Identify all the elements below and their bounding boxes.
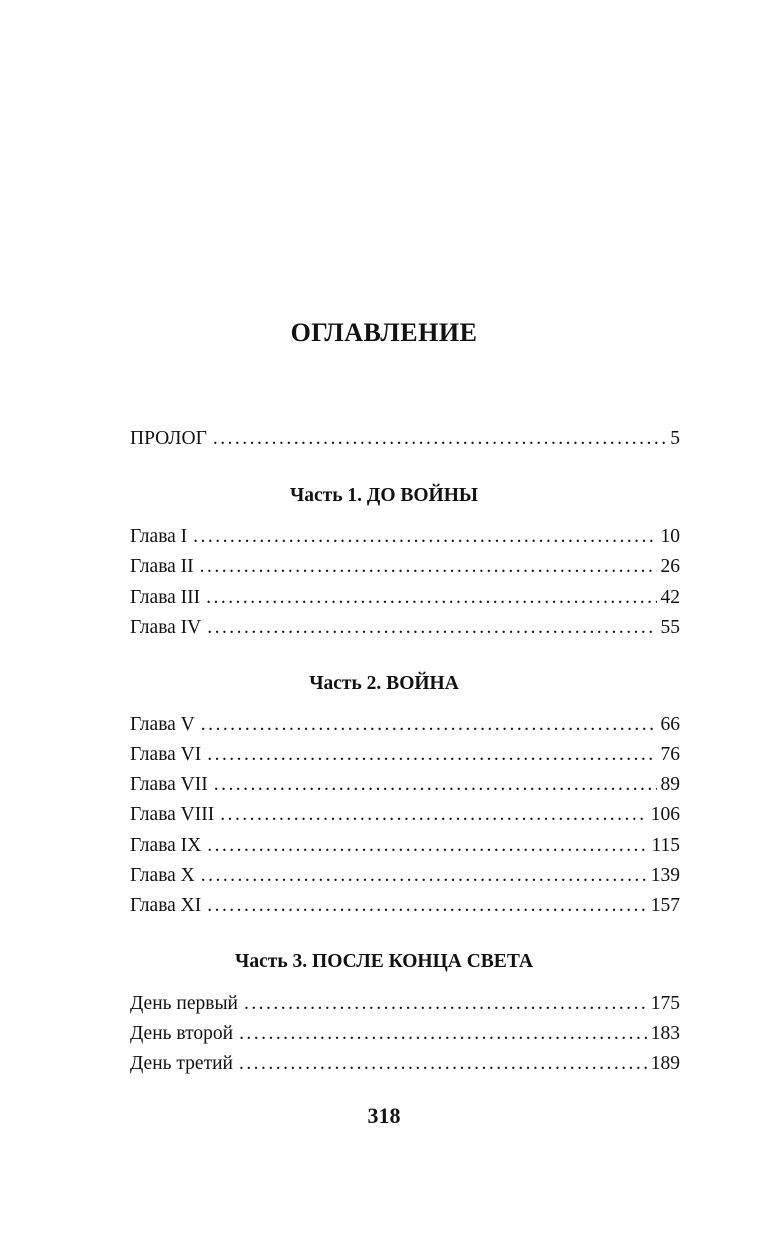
toc-entry-label: Глава IV [130,617,202,638]
toc-entry-label: Глава VI [130,744,202,765]
toc-entry-page: 139 [650,865,680,886]
toc-entry[interactable] [130,583,680,613]
toc-entry[interactable] [130,740,680,770]
toc-entry-label: Глава VII [130,774,208,795]
toc-entry-page: 26 [660,556,680,577]
toc-entry[interactable] [130,770,680,800]
toc-entry[interactable] [130,1049,680,1079]
toc-entry-page: 183 [650,1023,680,1044]
toc-entry-page: 76 [660,744,680,765]
toc-entry-page: 89 [660,774,680,795]
toc-entry-page: 115 [651,835,680,856]
toc-entry-label: Глава V [130,714,195,735]
toc-entry[interactable] [130,522,680,552]
toc-entry[interactable] [130,989,680,1019]
leader-dots [207,613,656,643]
toc-entry-label: Глава X [130,865,195,886]
leader-dots [239,1049,647,1079]
toc-entry[interactable] [130,891,680,921]
part-heading-2: Часть 2. ВОЙНА [309,673,459,694]
leader-dots [207,740,656,770]
toc-entry[interactable] [130,800,680,830]
part-heading-3: Часть 3. ПОСЛЕ КОНЦА СВЕТА [235,951,533,972]
toc-entry-label: День первый [130,993,238,1014]
toc-entry-page: 106 [650,804,680,825]
toc-entry-label: Глава IX [130,835,202,856]
leader-dots [206,583,656,613]
toc-entry[interactable] [130,861,680,891]
toc-entry[interactable] [130,1019,680,1049]
toc-entry-label: День третий [130,1053,233,1074]
leader-dots [207,891,647,921]
toc-entry-page: 157 [650,895,680,916]
leader-dots [220,800,647,830]
toc-entry-label: ПРОЛОГ [130,428,207,449]
leader-dots [214,770,657,800]
toc-entry-page: 189 [650,1053,680,1074]
toc-entry[interactable] [130,831,680,861]
toc-entry[interactable] [130,710,680,740]
toc-entry-label: Глава III [130,587,201,608]
toc-entry-label: Глава II [130,556,194,577]
leader-dots [193,522,656,552]
toc-entry-prologue[interactable] [130,424,680,454]
toc-entry-page: 175 [650,993,680,1014]
toc-entry-page: 10 [660,526,680,547]
leader-dots [213,424,666,454]
toc-entry-page: 5 [670,428,680,449]
leader-dots [200,552,657,582]
leader-dots [244,989,647,1019]
leader-dots [207,831,647,861]
toc-entry-label: Глава VIII [130,804,215,825]
toc-entry-page: 42 [660,587,680,608]
toc-entry-page: 55 [660,617,680,638]
toc-entry[interactable] [130,613,680,643]
leader-dots [239,1019,647,1049]
leader-dots [201,710,657,740]
toc-entry-label: Глава XI [130,895,202,916]
page-number: 318 [367,1103,401,1128]
toc-entry[interactable] [130,552,680,582]
part-heading-1: Часть 1. ДО ВОЙНЫ [289,485,479,506]
page-title: ОГЛАВЛЕНИЕ [290,318,478,347]
toc-entry-label: Глава I [130,526,188,547]
toc-entry-page: 66 [660,714,680,735]
toc-entry-label: День второй [130,1023,234,1044]
leader-dots [201,861,647,891]
